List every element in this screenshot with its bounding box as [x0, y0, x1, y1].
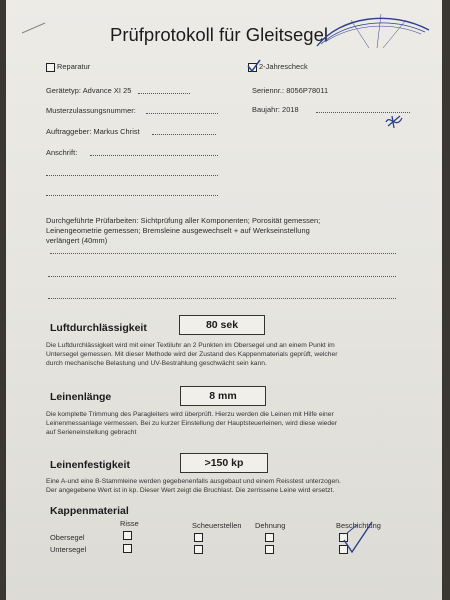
pruefarbeiten-line-2: Leinengeometrie gemessen; Bremsleine ausgewechselt + auf Werkseinstellung	[46, 226, 310, 235]
auftraggeber-field: Auftraggeber: Markus Christ	[46, 127, 140, 136]
untersegel-dehnung-checkbox[interactable]	[265, 545, 274, 554]
luftdurchlaessigkeit-desc-3: durch mechanische Belastung und UV-Bestrahlung geschwächt sein kann.	[46, 360, 267, 367]
baujahr-field: Baujahr: 2018	[252, 105, 299, 114]
zwei-jahrescheck-label: 2-Jahrescheck	[259, 62, 308, 71]
row-obersegel: Obersegel	[50, 533, 85, 542]
leinenfestigkeit-heading: Leinenfestigkeit	[50, 459, 130, 471]
page-title: Prüfprotokoll für Gleitsegel	[110, 24, 328, 45]
leinenlaenge-heading: Leinenlänge	[50, 391, 112, 403]
luftdurchlaessigkeit-desc-1: Die Luftdurchlässigkeit wird mit einer Textiluhr an 2 Punkten im Obersegel und an einem Punkt im	[46, 342, 335, 349]
leinenfestigkeit-desc-1: Eine A-und eine B-Stammleine werden gegebenenfalls ausgebaut und einem Reisstest unterzogen.	[46, 478, 341, 485]
musterzulassung-field: Musterzulassungsnummer:	[46, 106, 136, 115]
column-risse: Risse	[120, 519, 139, 528]
leinenfestigkeit-value: >150 kp	[180, 453, 268, 473]
reparatur-label: Reparatur	[57, 62, 91, 71]
luftdurchlaessigkeit-heading: Luftdurchlässigkeit	[50, 322, 147, 334]
seriennr-field: Seriennr.: 8056P78011	[252, 86, 329, 95]
leinenlaenge-value: 8 mm	[180, 386, 266, 406]
pruefarbeiten-dotline-1	[50, 253, 396, 254]
musterzulassung-line	[146, 113, 218, 114]
obersegel-scheuerstellen-checkbox[interactable]	[194, 533, 203, 542]
anschrift-line-2	[46, 175, 218, 176]
protocol-sheet	[6, 0, 442, 600]
leinenlaenge-desc-1: Die komplette Trimmung des Paragleiters wird überprüft. Hierzu werden die Leinen mit Hilfe einer	[46, 411, 334, 418]
anschrift-field: Anschrift:	[46, 148, 78, 157]
column-dehnung: Dehnung	[255, 521, 286, 530]
beschichtung-check-mark-icon	[336, 520, 376, 556]
paraglider-drawing-icon	[311, 8, 436, 58]
geraetetyp-field: Gerätetyp: Advance XI 25	[46, 86, 132, 95]
anschrift-line-3	[46, 195, 218, 196]
pen-stroke-icon	[20, 20, 50, 36]
obersegel-dehnung-checkbox[interactable]	[265, 533, 274, 542]
luftdurchlaessigkeit-desc-2: Untersegel gemessen. Mit dieser Methode wird der Zustand des Kappenmaterials geprüft, welcher	[46, 351, 338, 358]
row-untersegel: Untersegel	[50, 545, 87, 554]
pruefarbeiten-dotline-2	[48, 276, 396, 277]
kappenmaterial-heading: Kappenmaterial	[50, 505, 129, 517]
column-scheuerstellen: Scheuerstellen	[192, 521, 242, 530]
leinenlaenge-desc-2: Leinenmessanlage vermessen. Bei zu kurzer Einstellung der Hauptsteuerleinen, wird diese wieder	[46, 420, 338, 427]
column-beschichtung: Beschichtung	[336, 521, 381, 530]
untersegel-scheuerstellen-checkbox[interactable]	[194, 545, 203, 554]
leinenfestigkeit-desc-2: Der angegebene Wert ist in kp. Dieser Wert zeigt die Bruchlast. Die zerrissene Leine wird ersetzt.	[46, 487, 335, 494]
leinenlaenge-desc-3: auf Serieneinstellung gebracht	[46, 429, 137, 436]
pruefarbeiten-dotline-3	[48, 298, 396, 299]
pruefarbeiten-line-1: Durchgeführte Prüfarbeiten: Sichtprüfung aller Komponenten; Porosität gemessen;	[46, 216, 321, 225]
pruefarbeiten-line-3: verlängert (40mm)	[46, 236, 108, 245]
geraetetyp-line	[138, 93, 190, 94]
obersegel-risse-checkbox[interactable]	[123, 531, 132, 540]
pen-mark-icon	[382, 112, 408, 132]
reparatur-checkbox[interactable]	[46, 63, 55, 72]
anschrift-line-1	[90, 155, 218, 156]
auftraggeber-line	[152, 134, 216, 135]
luftdurchlaessigkeit-value: 80 sek	[179, 315, 265, 335]
untersegel-risse-checkbox[interactable]	[123, 544, 132, 553]
